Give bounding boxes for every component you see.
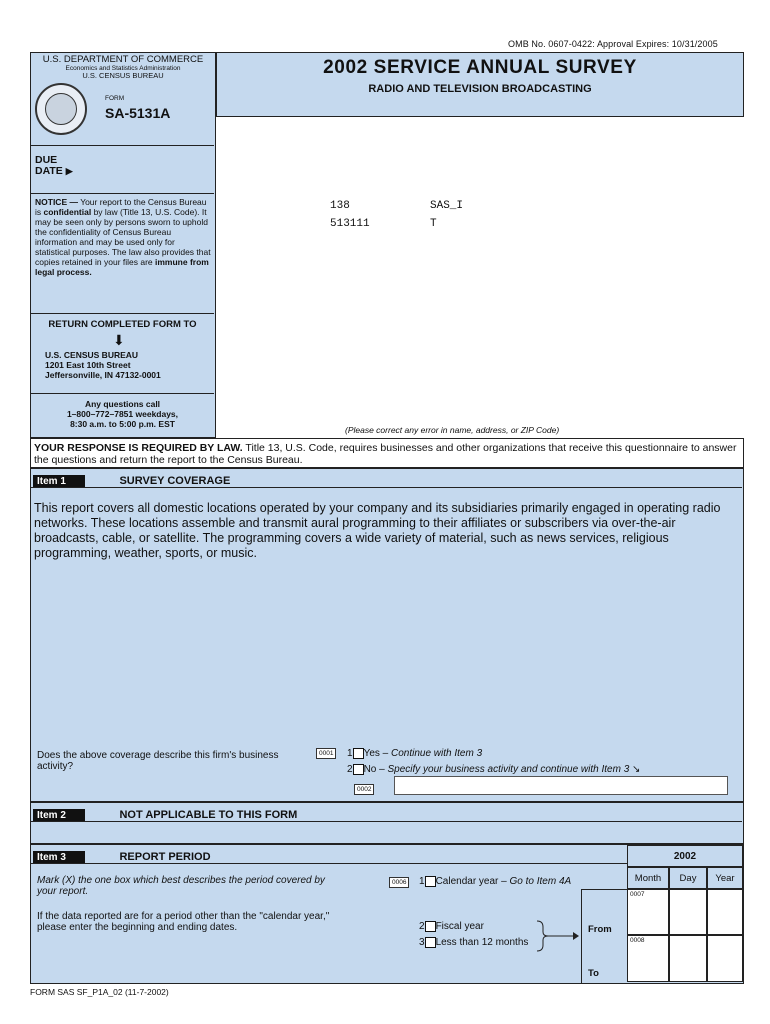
from-month-input[interactable] (627, 889, 669, 935)
item3-section (30, 844, 744, 984)
survey-subtitle: RADIO AND TELEVISION BROADCASTING (368, 83, 592, 95)
address-code-1: 138 (330, 200, 350, 212)
form-footer: FORM SAS SF_P1A_02 (11-7-2002) (30, 987, 169, 997)
less-than-12-months-checkbox[interactable] (425, 937, 436, 948)
arrow-down-icon: ⬇ (113, 332, 125, 348)
administration-name: Economics and Statistics Administration (65, 65, 181, 72)
from-label: From (588, 924, 612, 935)
code-0008: 0008 (630, 937, 645, 944)
from-year-input[interactable] (707, 889, 743, 935)
option-no: 2 No – Specify your business activity and continue with Item 3 ↘ (347, 764, 641, 776)
department-name: U.S. DEPARTMENT OF COMMERCE (42, 54, 204, 65)
business-activity-input[interactable] (394, 776, 728, 795)
form-number: SA-5131A (105, 105, 171, 121)
code-0002: 0002 (354, 784, 374, 795)
code-0007: 0007 (630, 891, 645, 898)
coverage-question: Does the above coverage describe this firm's business activity? (37, 750, 279, 772)
period-instruction: Mark (X) the one box which best describes the period covered by your report. (37, 875, 325, 897)
agency-panel (30, 52, 216, 438)
item1-section (30, 468, 744, 802)
return-address: U.S. CENSUS BUREAU 1201 East 10th Street Jeffersonville, IN 47132-0001 (45, 350, 161, 380)
bureau-name: U.S. CENSUS BUREAU (82, 71, 164, 80)
code-0006: 0006 (389, 877, 409, 888)
month-header: Month (627, 867, 669, 889)
item3-heading: REPORT PERIOD (119, 851, 211, 863)
due-date-label: DUE DATE ▶ (35, 154, 73, 177)
year-col-header: Year (707, 867, 743, 889)
brace-arrow-icon (535, 919, 581, 953)
address-code-2: SAS_I (430, 200, 464, 212)
address-code-3: 513111 (330, 218, 370, 230)
to-month-input[interactable] (627, 935, 669, 982)
from-day-input[interactable] (669, 889, 707, 935)
item2-header (33, 805, 297, 820)
item1-label: Item 1 (33, 475, 85, 488)
item3-header (33, 847, 211, 862)
legal-requirement: YOUR RESPONSE IS REQUIRED BY LAW. Title 13, U.S. Code, requires businesses and other organizations that receive this questionnaire to answer the questions and return the report to the Census Bureau. (30, 438, 744, 468)
arrow-right-icon: ▶ (65, 166, 73, 176)
return-heading: RETURN COMPLETED FORM TO (48, 319, 197, 330)
to-day-input[interactable] (669, 935, 707, 982)
census-seal-icon (35, 83, 87, 135)
period-dates-instruction: If the data reported are for a period other than the "calendar year," please enter the beginning and ending dates. (37, 911, 330, 933)
omb-number: OMB No. 0607-0422: Approval Expires: 10/31/2005 (508, 39, 718, 49)
form-label: FORM (105, 95, 125, 102)
item2-label: Item 2 (33, 809, 85, 822)
from-to-labels (581, 889, 627, 983)
yes-checkbox[interactable] (353, 748, 364, 759)
correction-note: (Please correct any error in name, address, or ZIP Code) (345, 425, 560, 435)
option-less-than-12-months: 3 Less than 12 months (419, 937, 529, 949)
item1-heading: SURVEY COVERAGE (119, 475, 231, 487)
questions-contact: Any questions call 1–800–772–7851 weekdays, 8:30 a.m. to 5:00 p.m. EST (66, 399, 179, 429)
address-code-4: T (430, 218, 437, 230)
option-yes: 1 Yes – Continue with Item 3 (347, 748, 483, 760)
fiscal-year-checkbox[interactable] (425, 921, 436, 932)
survey-title-box (216, 52, 744, 117)
day-header: Day (669, 867, 707, 889)
option-fiscal-year: 2 Fiscal year (419, 921, 484, 933)
to-year-input[interactable] (707, 935, 743, 982)
item2-heading: NOT APPLICABLE TO THIS FORM (119, 809, 298, 821)
calendar-year-checkbox[interactable] (425, 876, 436, 887)
option-calendar-year: 1 Calendar year – Go to Item 4A (419, 876, 572, 888)
survey-title: 2002 SERVICE ANNUAL SURVEY (323, 57, 637, 78)
coverage-description: This report covers all domestic locations operated by your company and its subsidiaries primarily engaged in operating radio networks. These locations assemble and transmit aural programming to their affiliates or subscribers via over-the-air broadcasts, cable, or satellite. The programming covers a wide variety of material, such as news services, religious programming, weather, sports, or music. (34, 501, 721, 560)
item1-header (33, 471, 739, 486)
no-checkbox[interactable] (353, 764, 364, 775)
to-label: To (588, 968, 599, 979)
confidentiality-notice: NOTICE — Your report to the Census Bureau is confidential by law (Title 13, U.S. Code). It may be seen only by persons sworn to uphold the confidentiality of Census Bureau information and may be used only for statistical purposes. The law also provides that copies retained in your files are immune from legal process. (35, 197, 211, 277)
code-0001: 0001 (316, 748, 336, 759)
year-header: 2002 (627, 845, 743, 867)
item3-label: Item 3 (33, 851, 85, 864)
arrow-down-right-icon: ↘ (632, 764, 641, 776)
item2-section (30, 802, 744, 844)
